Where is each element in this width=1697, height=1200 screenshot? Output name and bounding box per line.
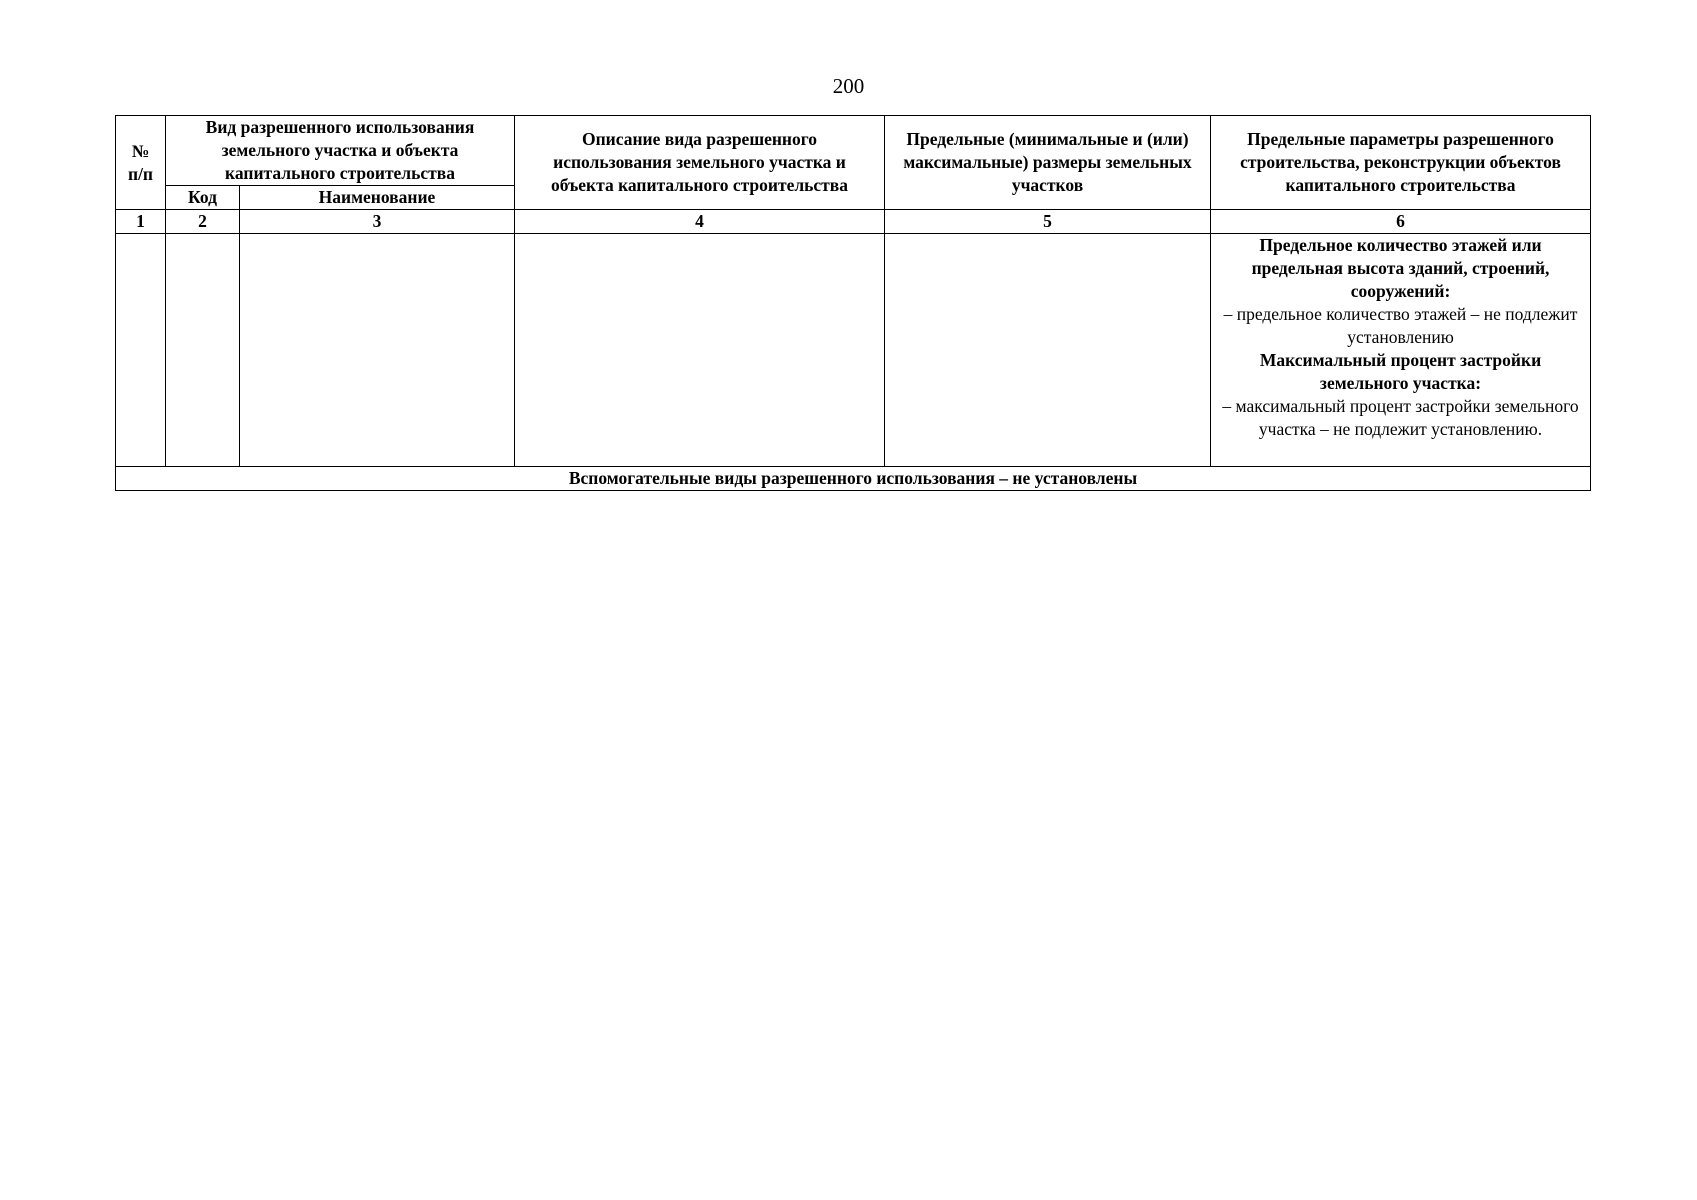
- header-code: Код: [166, 186, 240, 210]
- column-numbers-row: [116, 210, 1591, 234]
- cell-name: [240, 234, 515, 467]
- params-floors-heading: Предельное количество этажей или предельная высота зданий, строений, сооружений:: [1251, 235, 1550, 301]
- column-number: 6: [1211, 210, 1591, 234]
- header-name: Наименование: [240, 186, 515, 210]
- header-vri-group: Вид разрешенного использования земельного участка и объекта капитального строительства: [166, 116, 515, 186]
- page-number: 200: [832, 74, 865, 98]
- header-params: Предельные параметры разрешенного строительства, реконструкции объектов капитального строительства: [1211, 116, 1591, 210]
- column-number: 5: [885, 210, 1211, 234]
- table-row: [116, 234, 1591, 467]
- params-coverage-heading: Максимальный процент застройки земельного участка:: [1259, 350, 1542, 393]
- params-floors-value: – предельное количество этажей – не подлежит установлению: [1223, 304, 1578, 347]
- column-number: 1: [116, 210, 166, 234]
- table-header-row: [116, 116, 1591, 186]
- header-description: Описание вида разрешенного использования земельного участка и объекта капитального строительства: [515, 116, 885, 210]
- column-number: 4: [515, 210, 885, 234]
- table-footer-row: [116, 467, 1591, 491]
- params-coverage-value: – максимальный процент застройки земельного участка – не подлежит установлению.: [1222, 396, 1579, 439]
- auxiliary-uses-note: Вспомогательные виды разрешенного использования – не установлены: [116, 467, 1591, 491]
- cell-code: [166, 234, 240, 467]
- column-number: 3: [240, 210, 515, 234]
- cell-params: [1211, 234, 1591, 467]
- cell-description: [515, 234, 885, 467]
- cell-num: [116, 234, 166, 467]
- column-number: 2: [166, 210, 240, 234]
- header-num: № п/п: [116, 116, 166, 210]
- land-use-table: [115, 115, 1591, 491]
- header-sizes: Предельные (минимальные и (или) максимальные) размеры земельных участков: [885, 116, 1211, 210]
- cell-sizes: [885, 234, 1211, 467]
